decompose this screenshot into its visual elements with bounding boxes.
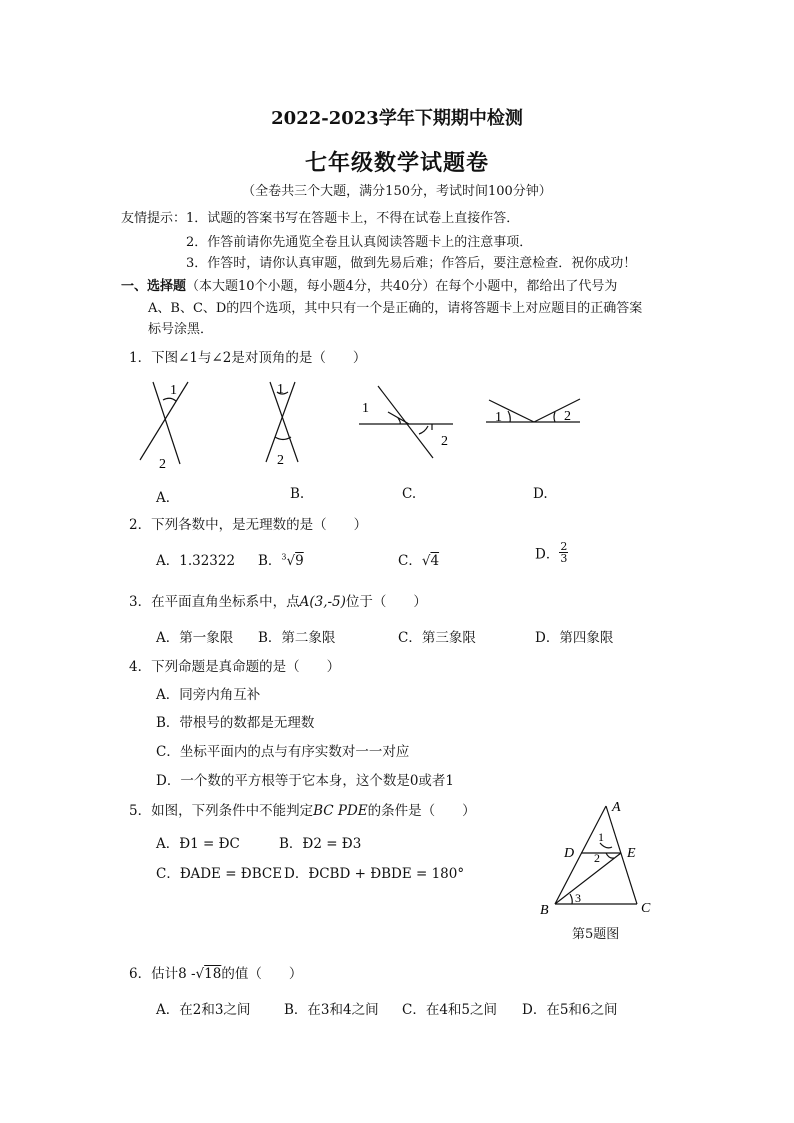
exam-subtitle: 七年级数学试题卷: [304, 150, 489, 176]
q2-option-b-radicand: 9: [295, 553, 304, 569]
q5-figure-caption: 第5题图: [572, 927, 620, 942]
tips-label: 友情提示：: [121, 211, 187, 226]
q5-point-e: E: [627, 846, 636, 861]
exam-title: 2022-2023学年下期期中检测: [271, 108, 523, 129]
q1-option-c: C.: [402, 486, 417, 502]
q2-option-b-prefix: B．: [258, 553, 282, 569]
q4-option-c: C．坐标平面内的点与有序实数对一一对应: [156, 744, 410, 760]
section-desc-3: 标号涂黑．: [148, 322, 214, 337]
q1-fig-c-label-2: 2: [441, 434, 448, 449]
q2-option-d: [535, 541, 568, 564]
q1-option-b: B.: [290, 486, 305, 502]
q3-option-a: A．第一象限: [156, 630, 234, 646]
q5-angle-3: 3: [575, 891, 581, 905]
q2-fraction: [559, 541, 568, 564]
q2-option-c-prefix: C．: [398, 553, 422, 569]
q5-stem-math: BC PDE: [313, 803, 368, 819]
q2-stem: 2．下列各数中，是无理数的是（ ）: [129, 517, 368, 533]
tip-2: 2．作答前请你先通览全卷且认真阅读答题卡上的注意事项．: [186, 235, 533, 250]
q4-option-a: A．同旁内角互补: [156, 687, 261, 703]
q1-figures: [130, 374, 600, 474]
tip-3: 3．作答时，请你认真审题，做到先易后难；作答后，要注意检查．祝你成功！: [186, 256, 637, 271]
q1-fig-a-label-2: 2: [159, 457, 166, 472]
q5-option-a: A．Ð1 = ÐC: [156, 836, 240, 852]
q5-option-b: B．Ð2 = Ð3: [279, 836, 362, 852]
exam-note: （全卷共三个大题，满分150分，考试时间100分钟）: [242, 184, 552, 199]
q5-point-c: C: [641, 901, 651, 916]
q3-stem: [129, 590, 427, 610]
q2-option-c-radicand: 4: [430, 553, 440, 569]
section-desc-1: （本大题10个小题，每小题4分，共40分）在每个小题中，都给出了代号为: [186, 279, 618, 294]
q4-option-d: D．一个数的平方根等于它本身，这个数是0或者1: [156, 773, 455, 789]
q3-option-d: D．第四象限: [535, 630, 614, 646]
q2-fraction-denominator: 3: [560, 552, 568, 565]
q6-stem-suffix: 的值（ ）: [221, 966, 303, 982]
q6-option-c: C．在4和5之间: [402, 1002, 498, 1018]
q1-stem: 1．下图∠1与∠2是对顶角的是（ ）: [129, 350, 367, 366]
q5-stem-prefix: 5．如图，下列条件中不能判定: [129, 803, 314, 819]
q5-angle-2: 2: [594, 851, 600, 865]
q5-point-d: D: [564, 846, 575, 861]
q1-fig-a: [140, 382, 188, 464]
q5-option-d: D．ÐCBD + ÐBDE = 180°: [284, 866, 465, 882]
q4-option-b: B．带根号的数都是无理数: [156, 715, 315, 731]
q3-stem-suffix: 位于（ ）: [345, 594, 427, 610]
q1-fig-c-label-1: 1: [362, 401, 369, 416]
q6-option-b: B．在3和4之间: [284, 1002, 379, 1018]
q6-stem-prefix: 6．估计8 -: [129, 966, 196, 982]
radical-sign-icon: √: [195, 966, 205, 982]
q1-fig-d-label-2: 2: [564, 409, 571, 424]
q2-option-c: [398, 549, 439, 569]
q2-cube-root-index: 3: [281, 552, 287, 562]
q2-option-a: A．1.32322: [156, 553, 236, 569]
q3-stem-prefix: 3．在平面直角坐标系中，点: [129, 594, 300, 610]
q5-stem: [129, 799, 476, 819]
q6-option-d: D．在5和6之间: [522, 1002, 618, 1018]
tip-1: 1．试题的答案书写在答题卡上，不得在试卷上直接作答．: [186, 211, 520, 226]
q1-fig-b-label-2: 2: [277, 453, 284, 468]
q5-point-b: B: [540, 903, 549, 918]
q5-stem-suffix: 的条件是（ ）: [367, 803, 476, 819]
q3-option-b: B．第二象限: [258, 630, 336, 646]
q1-fig-d-label-1: 1: [495, 410, 502, 425]
q1-option-a: A．: [156, 490, 180, 506]
section-desc-2: A、B、C、D的四个选项，其中只有一个是正确的，请将答题卡上对应题目的正确答案: [148, 301, 643, 316]
q6-stem: [129, 962, 302, 982]
section-heading: 一、选择题: [121, 279, 187, 294]
q2-option-b: [258, 549, 304, 569]
q3-option-c: C．第三象限: [398, 630, 476, 646]
q1-option-d: D.: [533, 486, 548, 502]
q2-fraction-numerator: 2: [560, 540, 568, 553]
q1-fig-b-label-1: 1: [277, 382, 284, 397]
q1-fig-c: [359, 386, 453, 458]
q1-fig-a-label-1: 1: [170, 383, 177, 398]
q5-point-a: A: [612, 800, 621, 815]
q3-point: A(3,-5): [299, 594, 346, 610]
q6-option-a: A．在2和3之间: [156, 1002, 251, 1018]
radical-sign-icon: √: [421, 553, 431, 569]
q5-option-c: C．ÐADE = ÐBCE: [156, 866, 283, 882]
q5-triangle-figure: [534, 796, 660, 924]
q5-angle-1: 1: [598, 830, 604, 844]
radical-sign-icon: √: [286, 553, 296, 569]
q4-stem: 4．下列命题是真命题的是（ ）: [129, 659, 341, 675]
q2-option-d-prefix: D．: [535, 546, 560, 563]
q6-radicand: 18: [204, 966, 222, 982]
